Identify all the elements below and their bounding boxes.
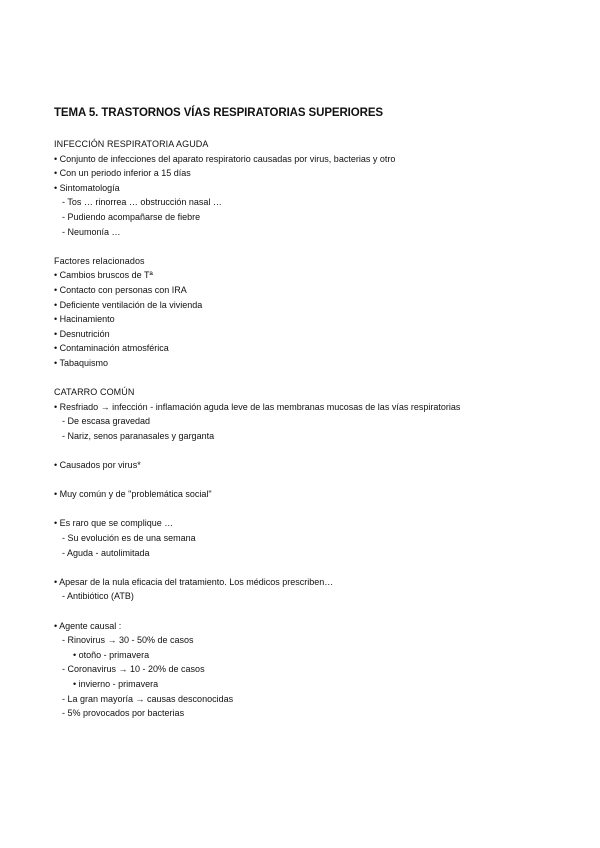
list-item: • Muy común y de "problemática social" <box>54 489 212 500</box>
sub-list-item: - La gran mayoría → causas desconocidas <box>62 693 234 704</box>
list-item: • Resfriado → infección - inflamación aguda leve de las membranas mucosas de las vías respiratorias <box>54 401 461 412</box>
list-item: • Contacto con personas con IRA <box>54 284 187 295</box>
sub-list-item: - Rinovirus → 30 - 50% de casos <box>62 635 194 646</box>
list-item: • Cambios bruscos de Tª <box>54 270 153 281</box>
sub-list-item: - Pudiendo acompañarse de fiebre <box>62 211 201 222</box>
sub-sub-list-item: • invierno - primavera <box>73 678 159 689</box>
list-item: • Deficiente ventilación de la vivienda <box>54 299 203 310</box>
sub-sub-list-item: • otoño - primavera <box>73 649 150 660</box>
sub-list-item: - Su evolución es de una semana <box>62 533 196 544</box>
section-heading-ira: INFECCIÓN RESPIRATORIA AGUDA <box>54 139 209 149</box>
page-title: TEMA 5. TRASTORNOS VÍAS RESPIRATORIAS SUPERIORES <box>54 107 383 119</box>
section-heading-catarro: CATARRO COMÚN <box>54 387 135 398</box>
sub-list-item: - Antibiótico (ATB) <box>62 591 134 602</box>
list-item: • Sintomatología <box>54 182 120 193</box>
list-item: • Es raro que se complique … <box>54 518 174 529</box>
sub-list-item: - De escasa gravedad <box>62 416 151 427</box>
document-body <box>54 137 574 721</box>
sub-list-item: - Tos … rinorrea … obstrucción nasal … <box>62 197 222 208</box>
sub-list-item: - Aguda - autolimitada <box>62 547 150 558</box>
sub-list-item: - Nariz, senos paranasales y garganta <box>62 430 215 441</box>
list-item: • Apesar de la nula eficacia del tratamiento. Los médicos prescriben… <box>54 576 334 587</box>
sub-list-item: - Coronavirus → 10 - 20% de casos <box>62 664 205 675</box>
section-heading-factores: Factores relacionados <box>54 255 145 266</box>
sub-list-item: - Neumonía … <box>62 226 121 237</box>
list-item: • Con un periodo inferior a 15 días <box>54 168 191 179</box>
sub-list-item: - 5% provocados por bacterias <box>62 708 185 719</box>
list-item: • Causados por virus* <box>54 460 141 471</box>
list-item: • Conjunto de infecciones del aparato respiratorio causadas por virus, bacterias y otro <box>54 153 396 164</box>
list-item: • Tabaquismo <box>54 357 109 368</box>
list-item: • Contaminación atmosférica <box>54 343 169 354</box>
list-item: • Desnutrición <box>54 328 110 339</box>
list-item: • Agente causal : <box>54 620 122 631</box>
list-item: • Hacinamiento <box>54 314 115 325</box>
